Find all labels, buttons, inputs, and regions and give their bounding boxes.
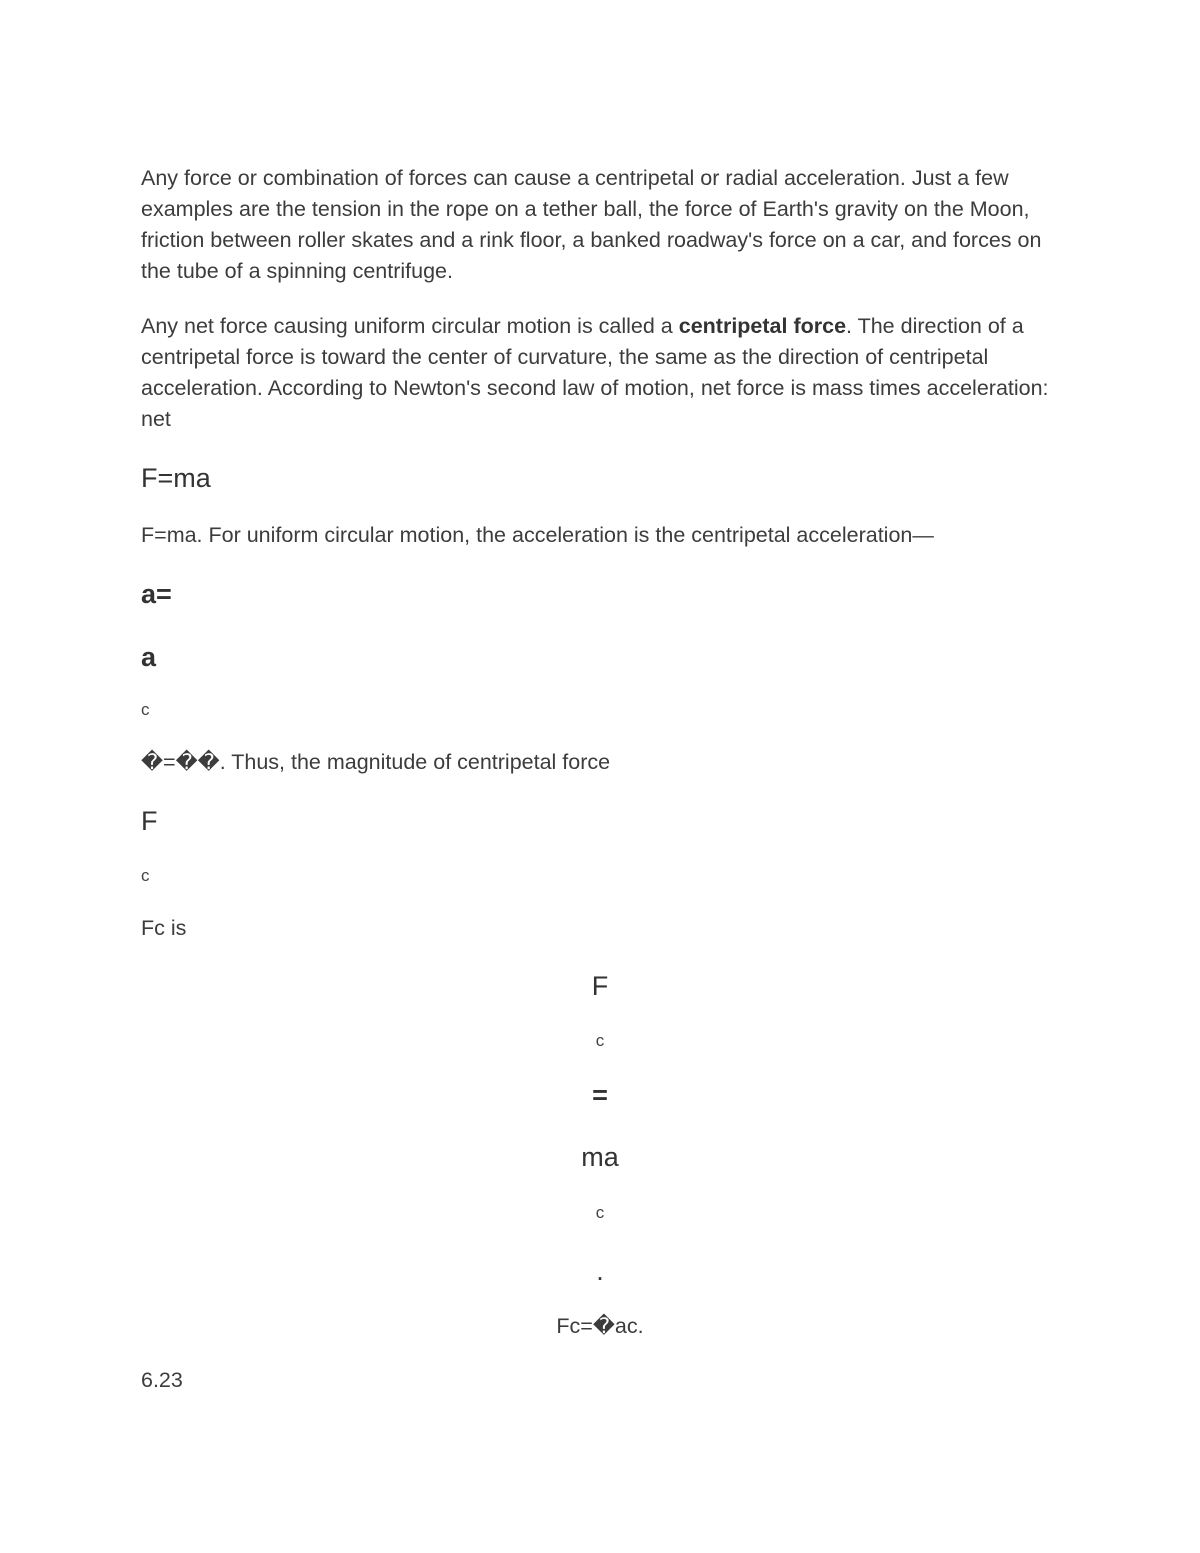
equation-f: F [141,806,158,836]
display-equals-sign: = [592,1080,608,1110]
term-centripetal-force: centripetal force [678,314,847,338]
equation-a-equals: a= [141,579,172,609]
paragraph-centripetal-forces-intro: Any force or combination of forces can cause a centripetal or radial acceleration. Just a few examples are the tension in the rope on a tether ball, the force of Earth's gravity on the Moon, friction between roller skates and a rink floor, a banked roadway's force on a car, and forces on the tube of a spinning centrifuge. [141,166,1042,283]
equation-a: a [141,642,157,672]
paragraph-centripetal-force-definition [141,311,1053,435]
paragraph-fc-is: Fc is [141,916,187,940]
paragraph-uniform-circular-motion: F=ma. For uniform circular motion, the acceleration is the centripetal acceleration— [141,523,934,547]
display-subscript-c: c [595,1203,605,1222]
subscript-c: c [141,700,150,719]
equation-number: 6.23 [141,1368,183,1392]
definition-text-end: . The direction of a centripetal force is toward the center of curvature, the same as the direction of centripetal acceleration. According to Newton's second law of motion, net force is mass times acceleration: net [141,314,1049,431]
display-equation-ma: ma [581,1142,619,1172]
display-period: . [596,1256,604,1286]
paragraph-magnitude-centripetal-force: �=��. Thus, the magnitude of centripetal force [141,750,611,774]
display-equation-fc-ac: Fc=�ac. [556,1314,644,1338]
definition-text-start: Any net force causing uniform circular motion is called a [141,314,679,338]
subscript-c: c [141,866,150,885]
display-equation-f: F [591,971,609,1001]
equation-f-equals-ma: F=ma [141,463,211,493]
display-subscript-c: c [595,1031,605,1050]
